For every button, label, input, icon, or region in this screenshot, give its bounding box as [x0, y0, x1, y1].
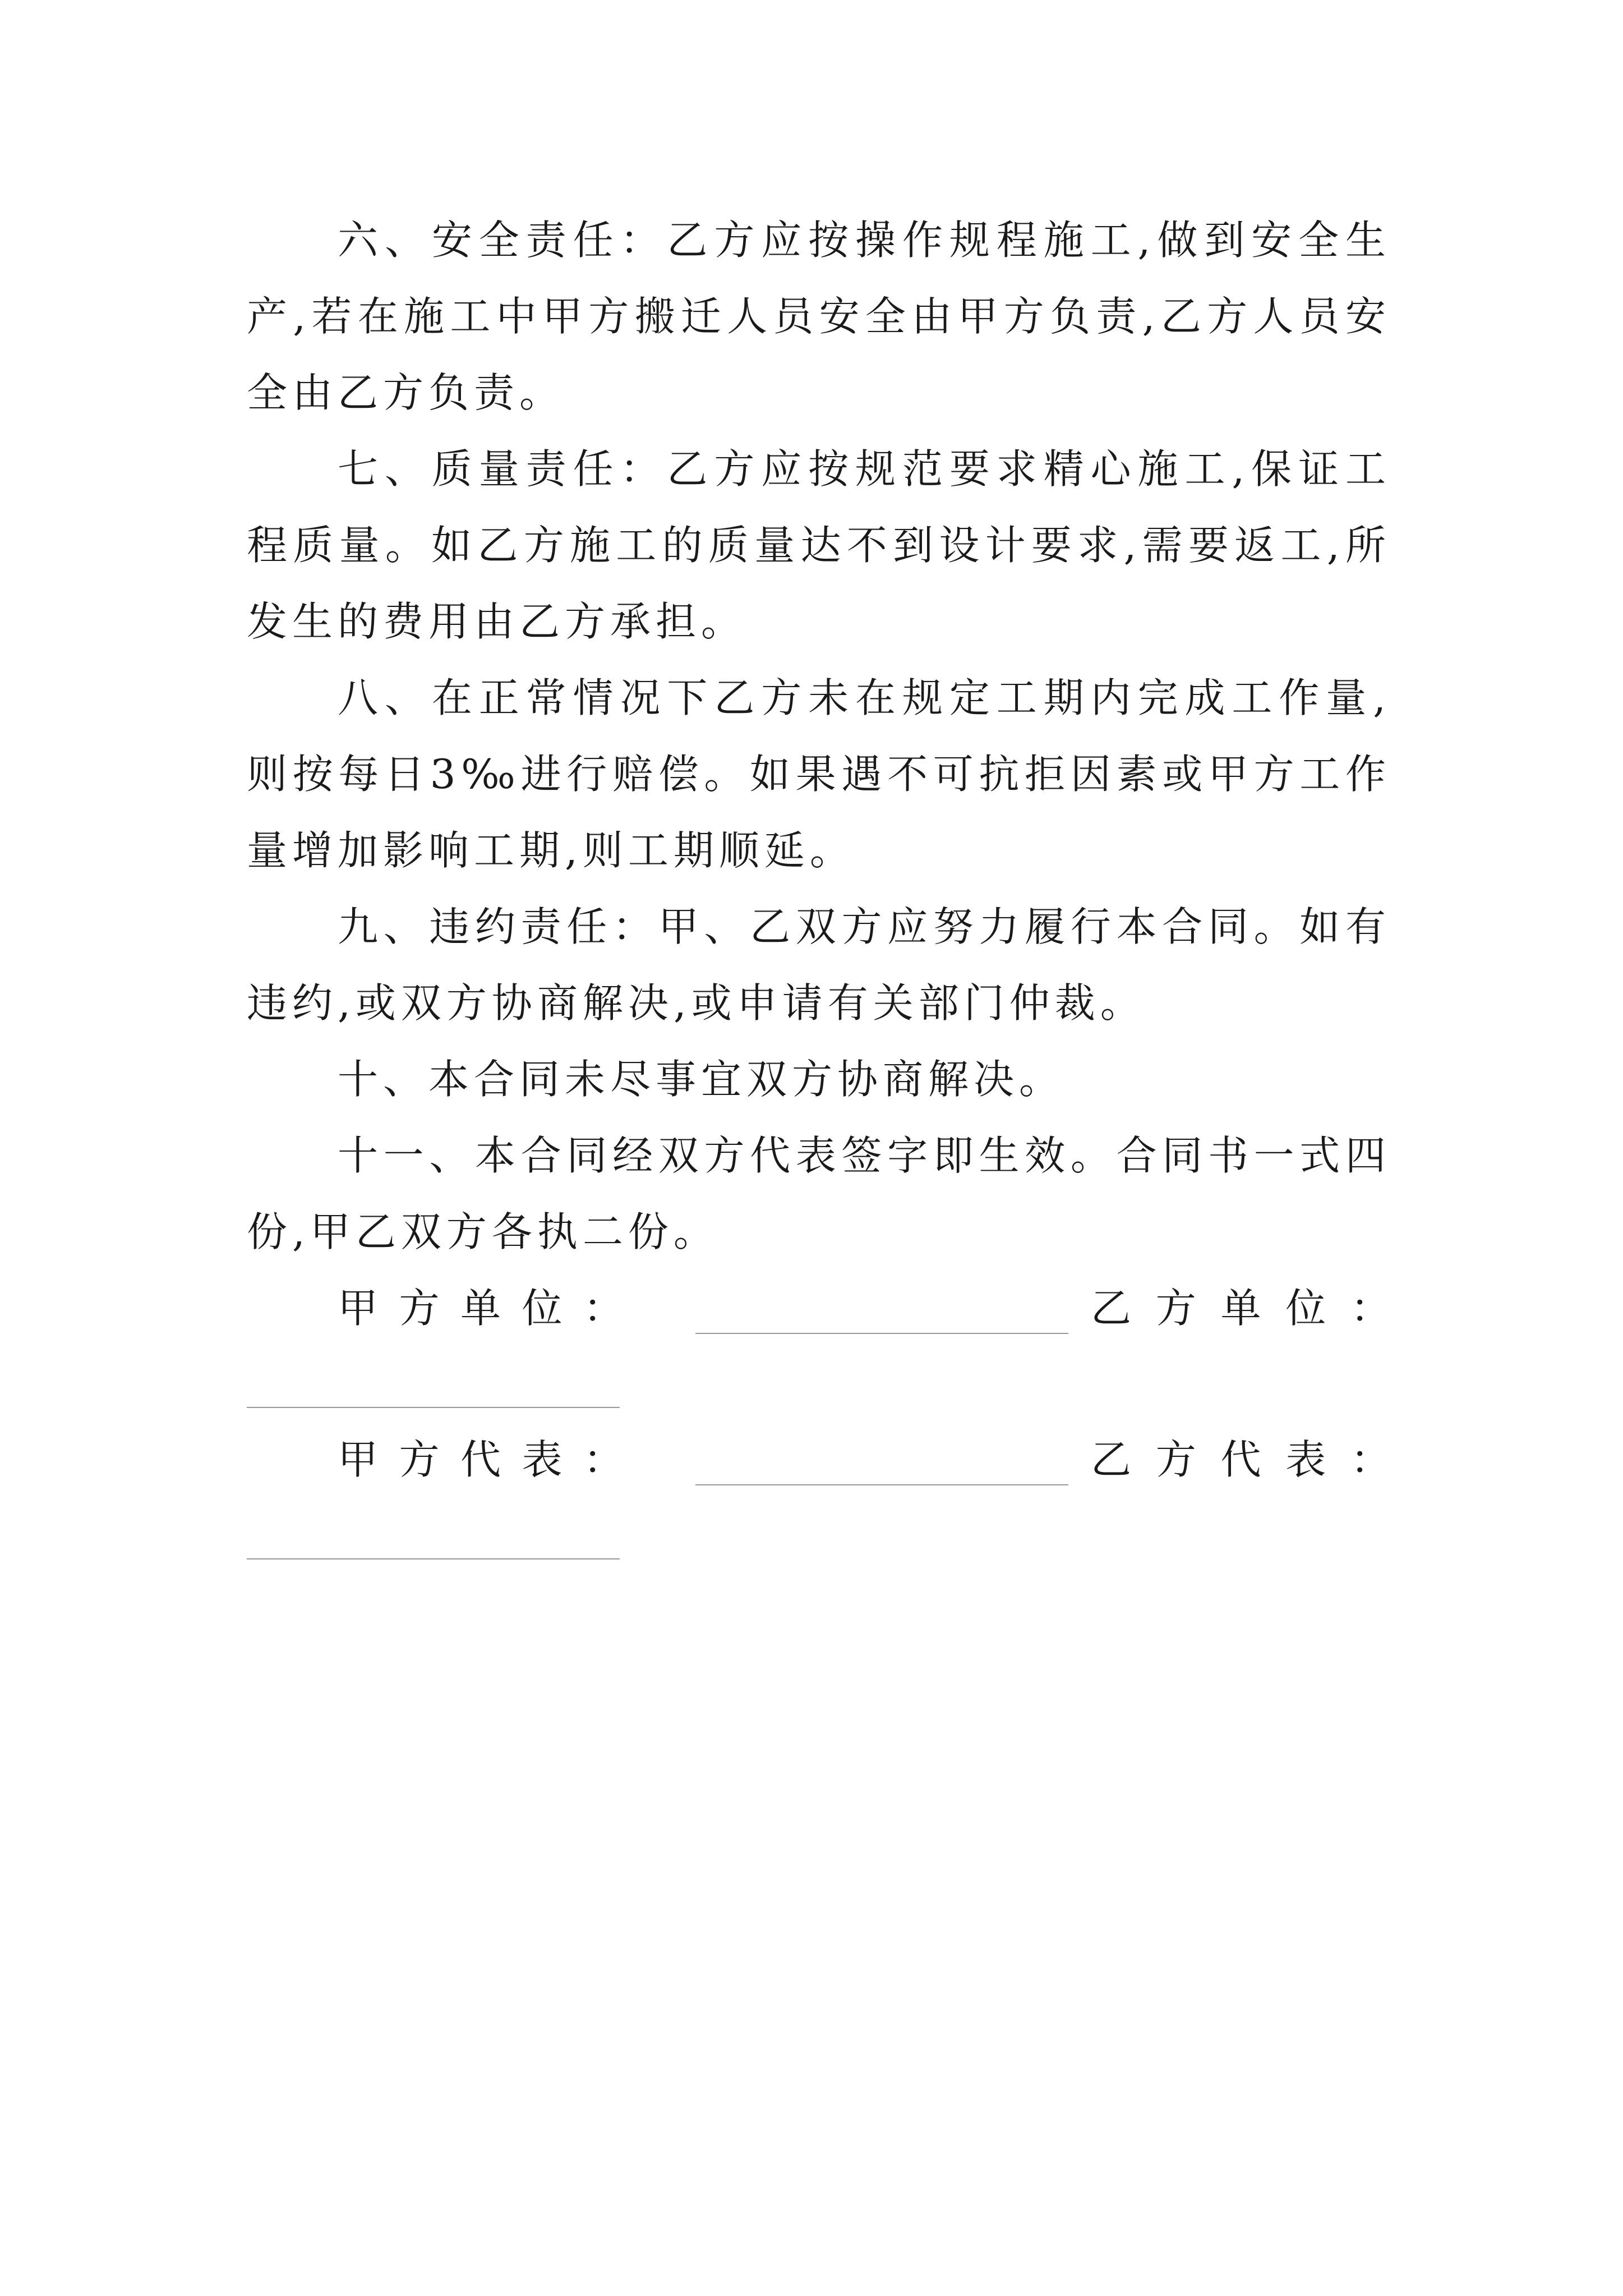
label-char: 甲 [338, 1436, 379, 1483]
label-char: ： [1350, 1436, 1391, 1483]
party-b-unit-blank[interactable] [247, 1407, 620, 1408]
label-char: ： [583, 1285, 624, 1332]
party-b-rep-blank[interactable] [247, 1558, 620, 1559]
signature-row-unit [247, 1270, 1391, 1421]
party-a-unit-blank[interactable] [695, 1333, 1068, 1334]
label-char: 代 [1220, 1436, 1261, 1483]
party-b-unit-label [1091, 1270, 1391, 1346]
clause-11-effect: 十一、本合同经双方代表签字即生效。合同书一式四份,甲乙双方各执二份。 [247, 1132, 1391, 1255]
clause-10-other: 十、本合同未尽事宜双方协商解决。 [338, 1056, 1065, 1103]
label-char: ： [583, 1436, 624, 1483]
label-char: 方 [1155, 1436, 1196, 1483]
label-char: 甲 [338, 1285, 379, 1332]
party-a-rep-label [338, 1421, 624, 1498]
document-body [247, 202, 1391, 1573]
label-char: 代 [460, 1436, 501, 1483]
party-a-unit-label [338, 1270, 624, 1346]
signature-row-representative [247, 1421, 1391, 1573]
label-char: ： [1350, 1285, 1391, 1332]
label-char: 表 [1285, 1436, 1326, 1483]
label-char: 方 [399, 1436, 440, 1483]
clause-9-breach: 九、违约责任：甲、乙双方应努力履行本合同。如有违约,或双方协商解决,或申请有关部门仲裁。 [247, 903, 1391, 1027]
label-char: 位 [522, 1285, 562, 1332]
label-char: 单 [1220, 1285, 1261, 1332]
party-b-rep-label [1091, 1421, 1391, 1498]
label-char: 单 [460, 1285, 501, 1332]
label-char: 方 [1155, 1285, 1196, 1332]
label-char: 表 [522, 1436, 562, 1483]
party-a-rep-blank[interactable] [695, 1484, 1068, 1485]
label-char: 方 [399, 1285, 440, 1332]
label-char: 乙 [1091, 1285, 1132, 1332]
clause-6-safety: 六、安全责任：乙方应按操作规程施工,做到安全生产,若在施工中甲方搬迁人员安全由甲方负责,乙方人员安全由乙方负责。 [247, 217, 1391, 416]
label-char: 位 [1285, 1285, 1326, 1332]
label-char: 乙 [1091, 1436, 1132, 1483]
clause-8-delay: 八、在正常情况下乙方未在规定工期内完成工作量,则按每日3‰进行赔偿。如果遇不可抗拒因素或甲方工作量增加影响工期,则工期顺延。 [247, 674, 1391, 874]
clause-7-quality: 七、质量责任：乙方应按规范要求精心施工,保证工程质量。如乙方施工的质量达不到设计要求,需要返工,所发生的费用由乙方承担。 [247, 445, 1391, 645]
